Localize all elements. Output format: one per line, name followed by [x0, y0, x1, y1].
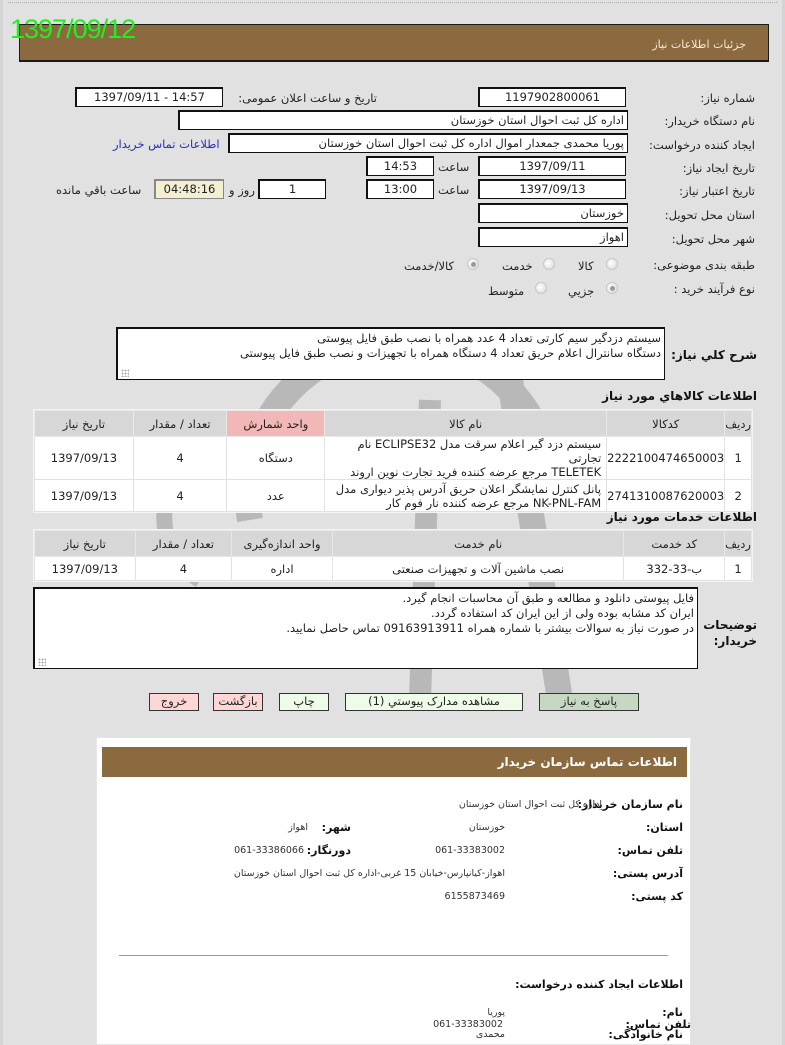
purchase-type-label: نوع فرآيند خريد : [673, 282, 755, 296]
creator-phone-value: 061-33383002 [433, 1019, 503, 1030]
address-value: اهواز-کيانپارس-خيابان 15 غربی-اداره کل ثبت احوال استان خوزستان [233, 868, 505, 879]
creator-phone-label: تلفن تماس: [625, 1018, 691, 1031]
remaining-time-field: 04:48:16 [154, 179, 224, 199]
cell-index: 1 [725, 557, 752, 581]
col-unit: واحد شمارش [227, 411, 325, 437]
postal-label: کد پستی: [631, 890, 683, 903]
category-option-goods-service: کالا/خدمت [404, 259, 455, 273]
cell-code: 2222100474650003 [607, 437, 725, 480]
resize-grip-icon[interactable] [38, 658, 46, 666]
contact-card-header [102, 747, 687, 777]
category-radio-service[interactable] [543, 258, 555, 270]
creator-family-label: نام خانوادگی: [608, 1028, 683, 1041]
services-table [34, 530, 752, 581]
services-section-title: اطلاعات خدمات مورد نياز [606, 510, 757, 524]
delivery-province-field[interactable]: خوزستان [478, 203, 628, 223]
buyer-contact-link[interactable]: اطلاعات تماس خريدار [113, 137, 220, 151]
buyer-contact-card [96, 737, 691, 1045]
creator-section-title: اطلاعات ايجاد کننده درخواست: [515, 978, 683, 991]
org-label: نام سازمان خريدار: [577, 798, 683, 811]
creator-name-value: پوريا [487, 1007, 505, 1018]
address-label: آدرس پستی: [612, 867, 683, 880]
exit-button[interactable]: خروج [149, 693, 199, 711]
description-label: شرح کلي نياز: [671, 348, 757, 362]
cell-index: 1 [725, 437, 752, 480]
valid-time-field[interactable]: 13:00 [366, 179, 434, 199]
requester-field[interactable]: پوريا محمدی جمعدار اموال اداره کل ثبت احوال استان خوزستان [228, 133, 628, 153]
goods-row[interactable] [35, 437, 752, 480]
delivery-city-field[interactable]: اهواز [478, 227, 628, 247]
col-name: نام خدمت [332, 531, 624, 557]
cell-unit: اداره [232, 557, 333, 581]
valid-date-label: تاريخ اعتبار نياز: [679, 184, 755, 198]
valid-date-field[interactable]: 1397/09/13 [478, 179, 626, 199]
top-divider [8, 2, 777, 3]
col-unit: واحد اندازه‌گيری [232, 531, 333, 557]
goods-header-row [35, 411, 752, 437]
goods-section-title: اطلاعات کالاهاي مورد نياز [602, 389, 757, 403]
announce-datetime-label: تاريخ و ساعت اعلان عمومی: [238, 91, 377, 105]
phone-label: تلفن تماس: [617, 844, 683, 857]
buyer-org-label: نام دستگاه خريدار: [664, 114, 755, 128]
page-edge-left [0, 0, 3, 1045]
cell-qty: 4 [133, 437, 227, 480]
buyer-notes-line-1: فايل پيوستی دانلود و مطالعه و طبق آن محاسبات انجام گيرد. [402, 591, 694, 605]
postal-value: 6155873469 [444, 891, 505, 902]
announce-datetime-field[interactable]: 1397/09/11 - 14:57 [75, 87, 223, 107]
cell-date: 1397/09/13 [35, 480, 134, 512]
purchase-option-minor: جزيي [568, 284, 595, 298]
description-line-2: دستگاه سانترال اعلام حريق تعداد 4 دستگاه همراه با تجهيزات و نصب طبق فايل پيوستی [239, 346, 661, 360]
col-qty: تعداد / مقدار [133, 411, 227, 437]
back-button[interactable]: بازگشت [213, 693, 263, 711]
cell-code: ب-33-332 [624, 557, 725, 581]
cell-name-line-2: NK-PNL-FAM مرجع عرضه کننده نار فوم کار [386, 495, 602, 510]
purchase-radio-minor[interactable] [606, 282, 618, 294]
cell-unit: دستگاه [227, 437, 325, 480]
creator-name-label: نام: [662, 1006, 683, 1019]
need-number-label: شماره نياز: [700, 91, 755, 105]
creator-family-value: محمدی [475, 1029, 505, 1040]
category-option-service: خدمت [502, 259, 533, 273]
col-code: کدکالا [607, 411, 725, 437]
cell-name-line-2: TELETEK مرجع عرضه کننده فريد تجارت نوين اروند [350, 465, 602, 479]
reply-button[interactable]: پاسخ به نياز [539, 693, 639, 711]
category-label: طبقه بندی موضوعی: [653, 258, 755, 272]
fax-value: 061-33386066 [234, 845, 304, 856]
col-name: نام کالا [325, 411, 607, 437]
buyer-notes-line-2: ايران کد مشابه بوده ولی از اين ايران کد استفاده گردد. [431, 606, 694, 620]
create-time-label: ساعت [438, 160, 470, 174]
create-date-field[interactable]: 1397/09/11 [478, 156, 626, 176]
cell-date: 1397/09/13 [35, 557, 136, 581]
cell-name: نصب ماشين آلات و تجهيزات صنعتی [332, 557, 624, 581]
buyer-notes-line-3: در صورت نياز به سوالات بيشتر با شماره همراه 09163913911 تماس حاصل نماييد. [286, 621, 694, 635]
col-date: تاريخ نياز [35, 411, 134, 437]
cell-qty: 4 [135, 557, 232, 581]
view-attachments-button[interactable]: مشاهده مدارک پيوستي (1) [345, 693, 523, 711]
cell-unit: عدد [227, 480, 325, 512]
requester-label: ايجاد کننده درخواست: [649, 138, 755, 152]
cell-name-line-1: سيستم دزد گير اعلام سرقت مدل ECLIPSE32 نام تجارتی [357, 437, 602, 465]
cell-code: 2741310087620003 [607, 480, 725, 512]
delivery-city-label: شهر محل تحويل: [671, 232, 755, 246]
buyer-notes-textarea[interactable] [33, 587, 698, 669]
buyer-notes-label-2: خريدار: [713, 634, 757, 648]
org-value: اداره کل ثبت احوال استان خوزستان [458, 799, 602, 810]
col-index: رديف [725, 411, 752, 437]
card-divider [119, 955, 668, 956]
col-index: رديف [725, 531, 752, 557]
buyer-notes-label-1: توضيحات [703, 618, 757, 632]
services-header-row [35, 531, 752, 557]
cell-qty: 4 [133, 480, 227, 512]
delivery-province-label: استان محل تحويل: [664, 208, 755, 222]
col-date: تاريخ نياز [35, 531, 136, 557]
city-value: اهواز [288, 822, 308, 833]
category-option-goods: کالا [578, 259, 594, 273]
days-label: روز و [229, 183, 255, 197]
buyer-org-field[interactable]: اداره کل ثبت احوال استان خوزستان [178, 110, 628, 130]
cell-name [325, 480, 607, 512]
fax-label: دورنگار: [306, 844, 351, 857]
remaining-time-label: ساعت باقي مانده [56, 183, 142, 197]
description-line-1: سيستم دزدگير سيم کارتی تعداد 4 عدد همراه با نصب طبق فايل پيوستی [317, 331, 661, 345]
resize-grip-icon[interactable] [121, 369, 129, 377]
category-radio-goods-service[interactable] [467, 258, 479, 270]
create-time-field[interactable]: 14:53 [366, 156, 434, 176]
cell-name [325, 437, 607, 480]
phone-value: 061-33383002 [435, 845, 505, 856]
date-stamp: 1397/09/12 [10, 14, 136, 44]
goods-row[interactable] [35, 480, 752, 512]
cell-index: 2 [725, 480, 752, 512]
category-radio-goods[interactable] [606, 258, 618, 270]
city-label: شهر: [321, 821, 351, 834]
contact-card-title: اطلاعات تماس سازمان خريدار [497, 755, 677, 769]
purchase-option-medium: متوسط [488, 284, 525, 298]
goods-table [34, 410, 752, 512]
valid-time-label: ساعت [438, 183, 470, 197]
col-qty: تعداد / مقدار [135, 531, 232, 557]
page-title: جزئيات اطلاعات نياز [652, 38, 746, 51]
need-number-field[interactable]: 1197902800061 [478, 87, 626, 107]
purchase-radio-medium[interactable] [535, 282, 547, 294]
cell-date: 1397/09/13 [35, 437, 134, 480]
description-textarea[interactable] [116, 327, 665, 380]
province-label: استان: [646, 821, 683, 834]
province-value: خوزستان [468, 822, 505, 833]
create-date-label: تاريخ ايجاد نياز: [682, 161, 755, 175]
print-button[interactable]: چاپ [279, 693, 329, 711]
remaining-days-field[interactable]: 1 [258, 179, 326, 199]
col-code: کد خدمت [624, 531, 725, 557]
services-row[interactable] [35, 557, 752, 581]
cell-name-line-1: پانل کنترل نمايشگر اعلان حريق آدرس پذير ديواری مدل [335, 481, 602, 496]
